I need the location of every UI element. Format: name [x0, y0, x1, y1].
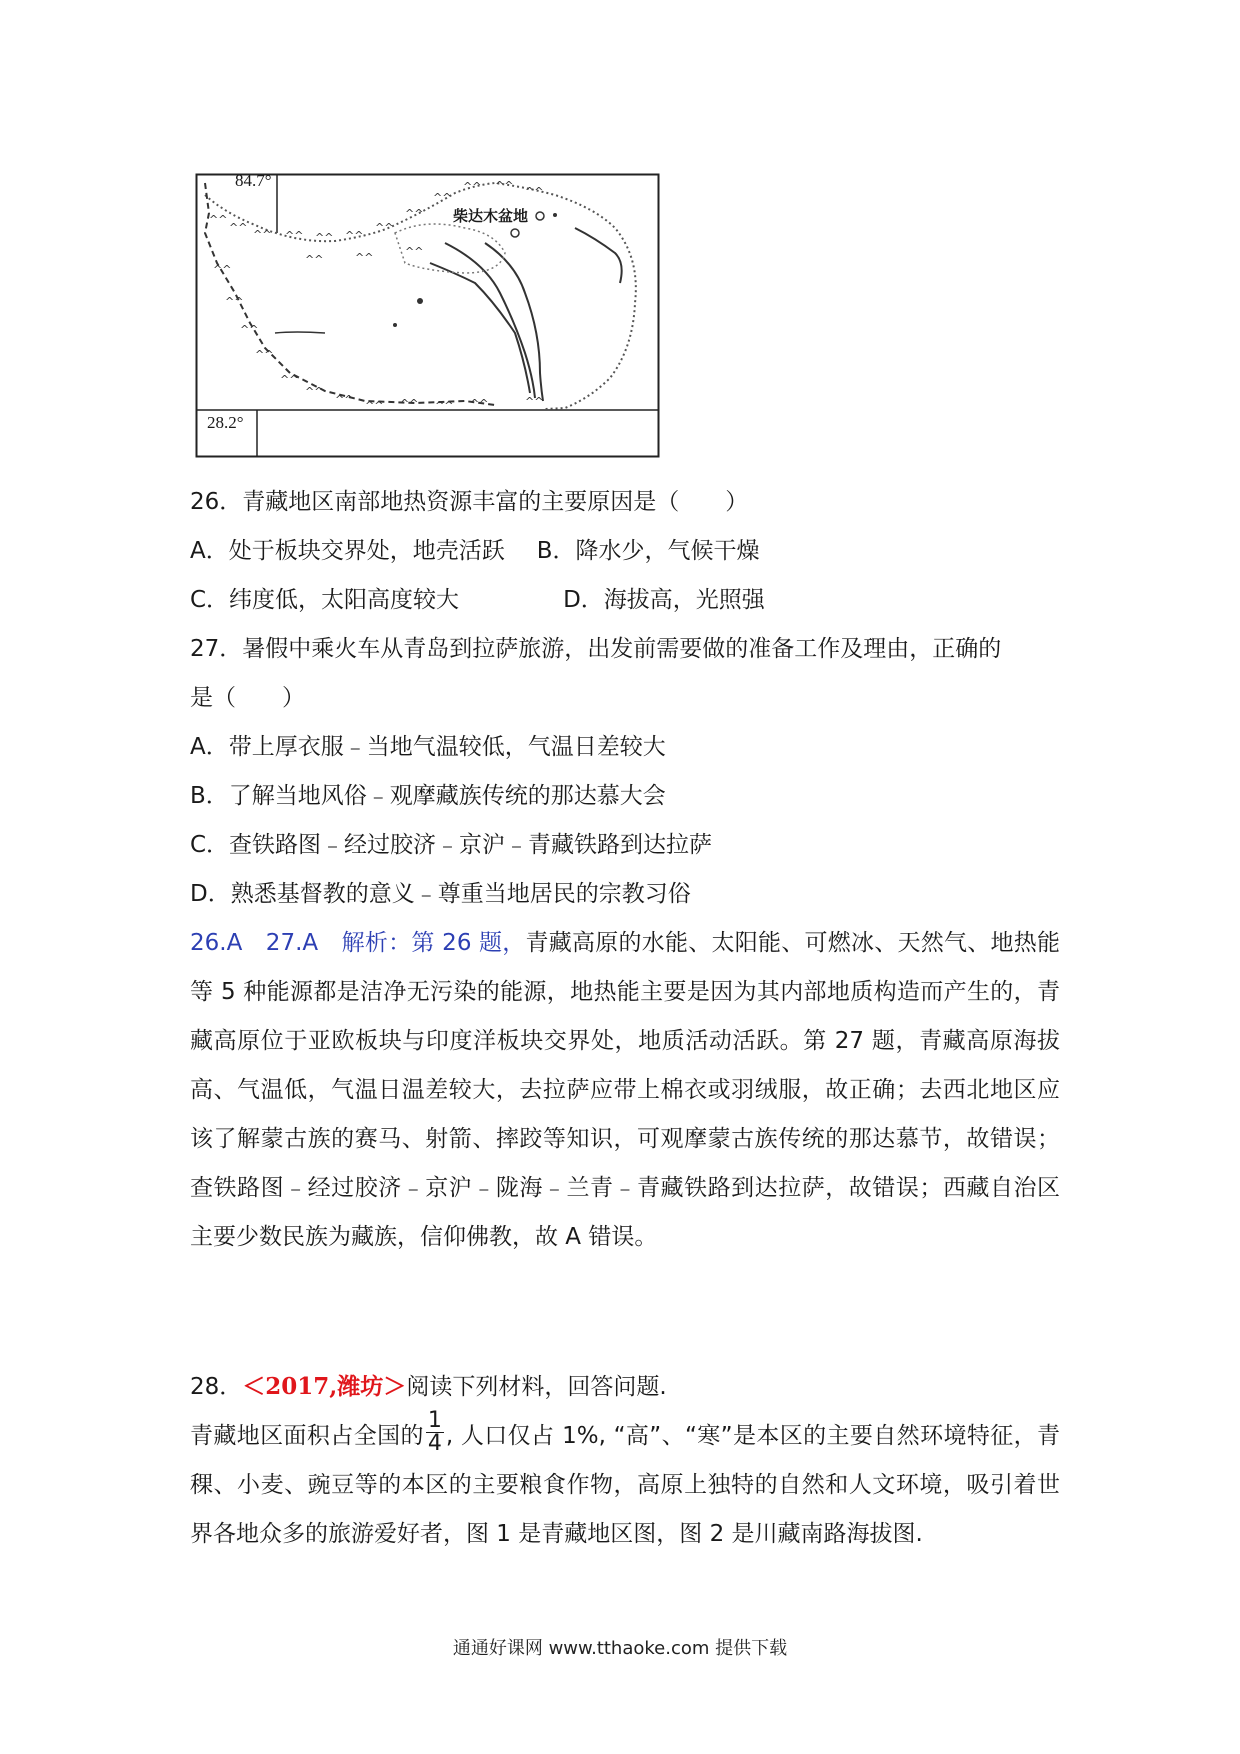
svg-text:^^: ^^ [405, 207, 424, 220]
svg-text:^^: ^^ [285, 229, 304, 242]
svg-text:^^: ^^ [495, 179, 514, 192]
questions-block [190, 478, 1060, 1262]
svg-text:^^: ^^ [315, 231, 334, 244]
q28-para-pre: 青藏地区面积占全国的 [190, 1423, 424, 1449]
svg-text:^^: ^^ [345, 229, 364, 242]
q27-option-d: D．熟悉基督教的意义﹣尊重当地居民的宗教习俗 [190, 881, 691, 907]
q27-stem-line2: 是（ ） [190, 685, 305, 711]
svg-text:^^: ^^ [400, 397, 419, 410]
svg-text:^^: ^^ [405, 245, 424, 258]
svg-text:^^: ^^ [209, 213, 228, 226]
svg-text:^^: ^^ [375, 221, 394, 234]
q28-block [190, 1362, 1060, 1559]
svg-text:^^: ^^ [470, 397, 489, 410]
q26-option-d: D．海拔高，光照强 [563, 587, 765, 613]
q27-option-c: C．查铁路图﹣经过胶济﹣京沪﹣青藏铁路到达拉萨 [190, 832, 713, 858]
answer-text: 青藏高原的水能、太阳能、可燃冰、天然气、地热能等 5 种能源都是洁净无污染的能源，地热能主要是因为其内部地质构造而产生的，青藏高原位于亚欧板块与印度洋板块交界处，地质活动活跃。第 27 题，青藏高原海拔高、气温低，气温日温差较大，去拉萨应带上棉衣或羽绒服，故正确；去西北地区应该了解蒙古族的赛马、射箭、摔跤等知识，可观摩蒙古族传统的那达慕节，故错误；查铁路图﹣经过胶济﹣京沪﹣陇海﹣兰青﹣青藏铁路到达拉萨，故错误；西藏自治区主要少数民族为藏族，信仰佛教，故 A 错误。 [190, 930, 1061, 1250]
q27-stem-line1: 27．暑假中乘火车从青岛到拉萨旅游，出发前需要做的准备工作及理由，正确的 [190, 636, 1002, 662]
answer-analysis [190, 919, 1060, 1262]
one-quarter-fraction [426, 1410, 444, 1455]
q26-option-c: C．纬度低，太阳高度较大 [190, 587, 460, 613]
svg-text:^^: ^^ [253, 228, 272, 241]
svg-text:^^: ^^ [305, 385, 324, 398]
svg-text:^^: ^^ [435, 399, 454, 412]
page-footer: 通通好课网 www.tthaoke.com 提供下载 [452, 1638, 788, 1659]
svg-text:^^: ^^ [229, 221, 248, 234]
q28-number: 28． [190, 1374, 243, 1400]
svg-text:^^: ^^ [365, 399, 384, 412]
svg-text:^^: ^^ [255, 348, 274, 361]
qinghai-tibet-map [195, 173, 660, 458]
svg-text:^^: ^^ [305, 253, 324, 266]
svg-text:^^: ^^ [433, 191, 452, 204]
map-bottom-latitude: 28.2° [207, 413, 244, 432]
map-basin-label: 柴达木盆地 [453, 207, 529, 225]
svg-text:^^: ^^ [355, 251, 374, 264]
map-top-latitude: 84.7° [235, 171, 272, 190]
svg-text:^^: ^^ [525, 185, 544, 198]
svg-text:^^: ^^ [280, 373, 299, 386]
q28-para-post: , 人口仅占 1%, “高”、“寒”是本区的主要自然环境特征，青稞、小麦、豌豆等的本区的主要粮食作物，高原上独特的自然和人文环境，吸引着世界各地众多的旅游爱好者，图 1 是青藏地区图，图 2 是川藏南路海拔图. [190, 1423, 1061, 1547]
svg-text:^^: ^^ [213, 263, 232, 276]
svg-text:^^: ^^ [240, 323, 259, 336]
q26-stem: 26．青藏地区南部地热资源丰富的主要原因是（ ） [190, 489, 749, 515]
svg-text:^^: ^^ [525, 395, 544, 408]
q26-option-a: A．处于板块交界处，地壳活跃 [190, 538, 505, 564]
q28-heading [190, 1362, 1060, 1412]
q26-option-b: B．降水少，气候干燥 [536, 538, 760, 564]
svg-text:^^: ^^ [463, 180, 482, 193]
q28-source: ＜2017,潍坊＞ [242, 1373, 407, 1400]
svg-text:^^: ^^ [335, 393, 354, 406]
svg-text:^^: ^^ [225, 295, 244, 308]
answer-key: 26.A 27.A 解析：第 26 题， [190, 930, 526, 956]
fraction-denominator: 4 [427, 1431, 442, 1456]
q28-stem: 阅读下列材料，回答问题. [406, 1374, 667, 1400]
q26-options-cd [190, 576, 1060, 625]
q28-material [190, 1408, 1061, 1559]
q27-option-a: A．带上厚衣服﹣当地气温较低，气温日差较大 [190, 734, 666, 760]
q27-option-b: B．了解当地风俗﹣观摩藏族传统的那达慕大会 [190, 783, 666, 809]
fraction-numerator: 1 [427, 1408, 442, 1433]
q26-options-ab [190, 527, 1060, 576]
